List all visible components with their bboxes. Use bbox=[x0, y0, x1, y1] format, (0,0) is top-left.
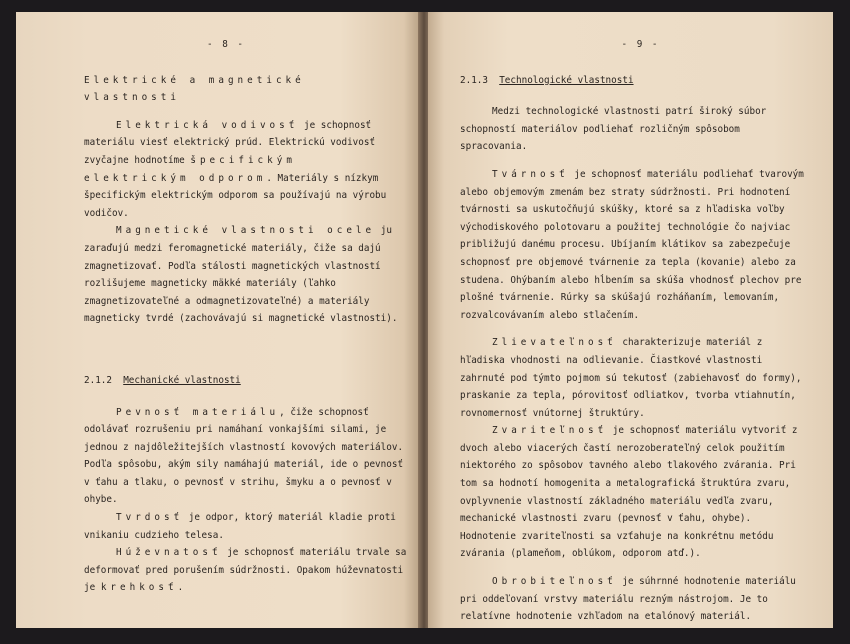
term-machinability: Obrobiteľnosť bbox=[492, 576, 617, 588]
term-weldability: Zvariteľnosť bbox=[492, 425, 608, 437]
term-electrical-conductivity: Elektrická vodivosť bbox=[116, 119, 299, 131]
term-castability: Zlievateľnosť bbox=[492, 337, 617, 349]
term-specific-resistance: špecifickým elektrickým odporom bbox=[84, 154, 296, 184]
paragraph-hardness: Tvrdosť je odpor, ktorý materiál kladie proti vnikaniu cudzieho telesa. bbox=[84, 512, 396, 541]
paragraph-weldability: Zvariteľnosť je schopnosť materiálu vytvoriť z dvoch alebo viacerých častí nerozoberateľný celok použitím niektorého zo spôsobov tavného alebo tlakového zvárania. Pri tom sa hodnotí homogenita a metalografická štruktúra zvaru, ovplyvnenie vlastností základného materiálu vedľa zvaru, mechanické vlastnosti zvaru (pevnosť v ťahu, ohybe). Hodnotenie zvariteľnosti sa vzťahuje na konkrétnu metódu zvárania (plameňom, oblúkom, odporom atď.). bbox=[460, 425, 798, 560]
term-hardness: Tvrdosť bbox=[116, 512, 184, 524]
term-magnetic-properties: Magnetické vlastnosti ocele bbox=[116, 225, 376, 237]
page-number: - 8 - bbox=[207, 39, 245, 50]
right-page bbox=[428, 12, 833, 628]
term-formability: Tvárnosť bbox=[492, 168, 569, 180]
section-heading: Elektrické a magnetické vlastnosti bbox=[84, 74, 305, 104]
page-number: - 9 - bbox=[621, 39, 660, 50]
paragraph-machinability: Obrobiteľnosť je súhrnné hodnotenie materiálu pri oddeľovaní vrstvy materiálu rezným nástrojom. Je to relatívne hodnotenie vzhľadom na etalónový materiál. bbox=[460, 576, 796, 623]
paragraph-magnetic-properties: Magnetické vlastnosti ocele ju zaraďujú medzi feromagnetické materiály, čiže sa dajú zmagnetizovať. Podľa stálosti magnetických vlastností rozlišujeme magneticky mäkké materiály (ľahko zmagnetizovateľné a odmagnetizovateľné) a materiály magneticky tvrdé (zachovávajú si magnetické vlastnosti). bbox=[84, 225, 398, 325]
paragraph-castability: Zlievateľnosť charakterizuje materiál z hľadiska vhodnosti na odlievanie. Čiastkové vlastnosti zahrnuté pod týmto pojmom sú tekutosť (zabiehavosť do formy), praskanie za tepla, pórovitosť odliatkov, tvorba vtiahnutín, rovnomernosť vnútornej štruktúry. bbox=[460, 337, 802, 419]
paragraph-formability: Tvárnosť je schopnosť materiálu podliehať tvarovým alebo objemovým zmenám bez straty súdržnosti. Pri hodnotení tvárnosti sa uskutočňujú skúšky, ktoré sa z hľadiska voľby východiskového polotovaru a použitej technológie čo najviac približujú danému procesu. Ubíjaním klátikov sa zabezpečuje schopnosť pre objemové tvárnenie za tepla (kovanie) alebo za studena. Ohýbaním alebo hĺbením sa skúša vhodnosť plechov pre plošné tvárnenie. Rúrky sa skúšajú rozháňaním, lemovaním, rozvalcovávaním alebo stlačením. bbox=[460, 168, 804, 321]
term-brittleness: krehkosť bbox=[100, 582, 178, 594]
term-strength: Pevnosť materiálu bbox=[116, 406, 280, 418]
section-title-mechanical: 2.1.2 Mechanické vlastnosti bbox=[84, 374, 241, 386]
paragraph-intro: Medzi technologické vlastnosti patrí široký súbor schopností materiálov podliehať rozličným spôsobom spracovania. bbox=[460, 106, 767, 153]
term-toughness: Húževnatosť bbox=[116, 547, 222, 559]
paragraph-strength: Pevnosť materiálu, čiže schopnosť odolávať rozrušeniu pri namáhaní vonkajšími silami, je jednou z najdôležitejších vlastností kovových materiálov. Podľa spôsobu, akým sily namáhajú materiál, ide o pevnosť v ťahu a tlaku, o pevnosť v strihu, šmyku a o pevnosť v ohybe. bbox=[84, 406, 404, 506]
left-page bbox=[16, 12, 420, 628]
paragraph-toughness: Húževnatosť je schopnosť materiálu trvale sa deformovať pred porušením súdržnosti. Opakom húževnatosti je krehkosť. bbox=[84, 547, 407, 594]
paragraph-electrical-conductivity: Elektrická vodivosť je schopnosť materiálu viesť elektrický prúd. Elektrickú vodivosť zvyčajne hodnotíme špecifickým elektrickým odporom. Materiály s nízkym špecifickým elektrickým odporom sa používajú na výrobu vodičov. bbox=[84, 119, 387, 219]
section-title-technological: 2.1.3 Technologické vlastnosti bbox=[460, 74, 634, 86]
